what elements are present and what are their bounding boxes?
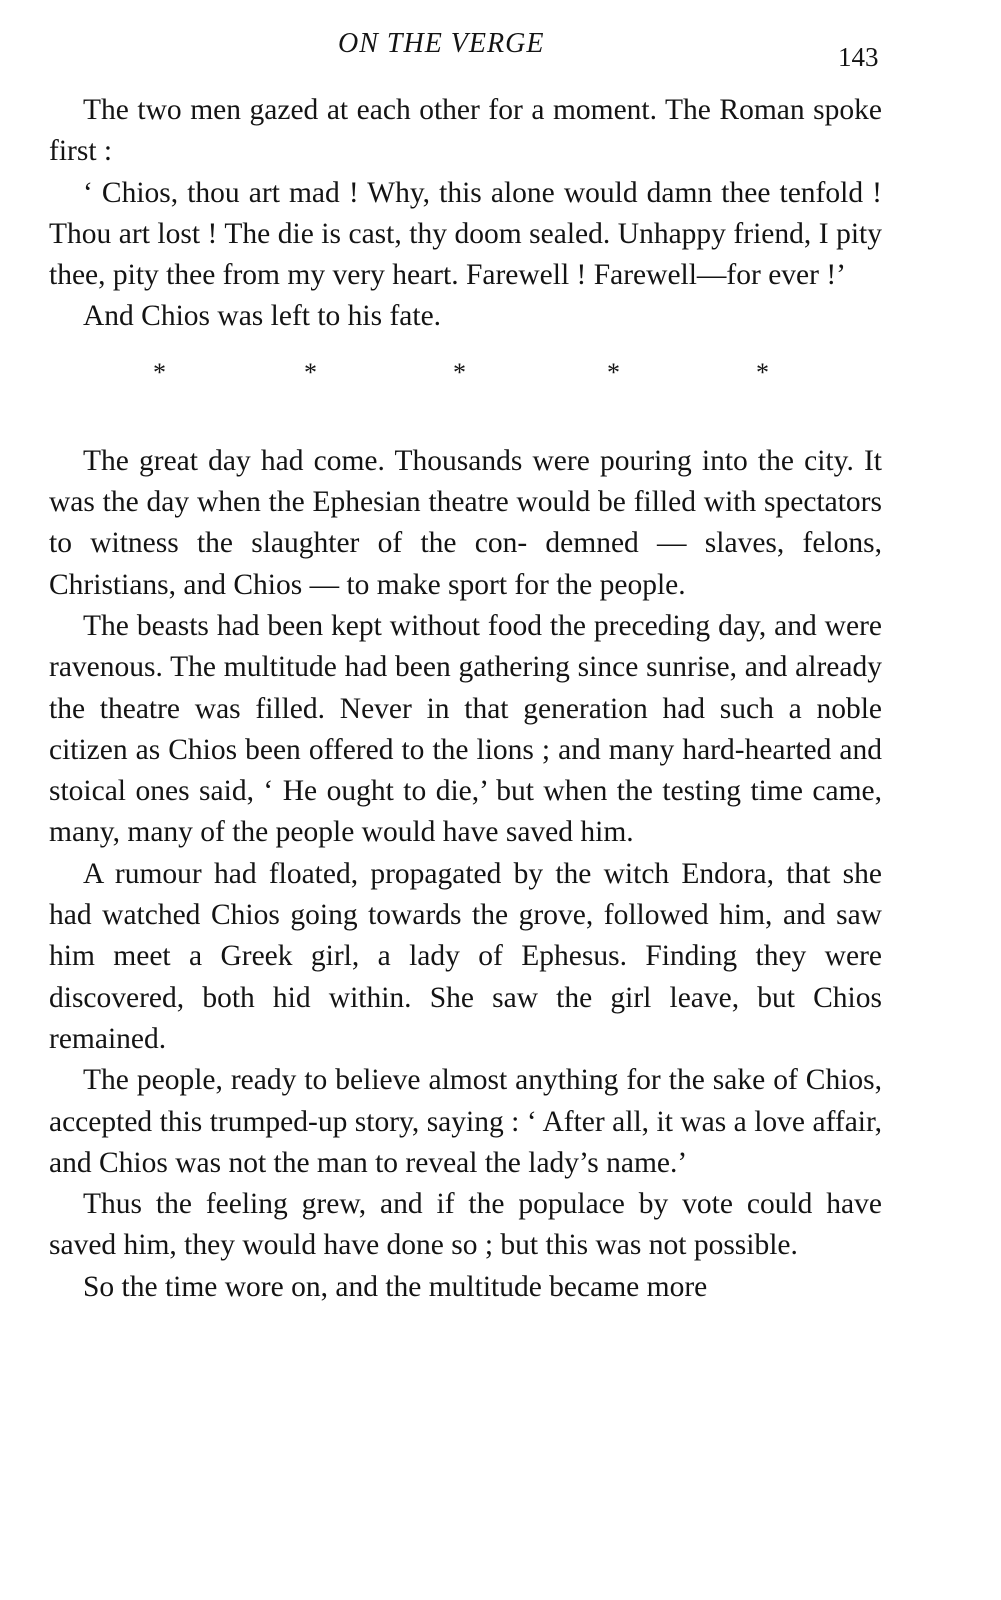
asterisk: * xyxy=(304,357,317,387)
paragraph: Thus the feeling grew, and if the populace by vote could have saved him, they would have done so ; but this was not possible. xyxy=(49,1188,882,1262)
asterism xyxy=(49,358,882,388)
paragraph: The two men gazed at each other for a moment. The Roman spoke first : xyxy=(49,94,882,168)
running-head xyxy=(0,28,1001,72)
page-number: 143 xyxy=(838,42,879,72)
asterisk: * xyxy=(153,357,166,387)
paragraph: The beasts had been kept without food the preceding day, and were ravenous. The multitude had been gathering since sunrise, and already the theatre was filled. Never in that generation had such a noble citizen as Chios been offered to the lions ; and many hard-hearted and stoical ones said, ‘ He ought to die,’ but when the testing time came, many, many of the people would have saved him. xyxy=(49,609,882,849)
running-title: ON THE VERGE xyxy=(338,28,545,59)
paragraph: ‘ Chios, thou art mad ! Why, this alone would damn thee tenfold ! Thou art lost ! The die is cast, thy doom sealed. Unhappy friend, I pity thee, pity thee from my very heart. Farewell ! Farewell—for ever !’ xyxy=(49,176,882,292)
body-text xyxy=(49,90,882,1308)
section-break xyxy=(49,338,882,441)
asterisk: * xyxy=(756,357,769,387)
paragraph: A rumour had floated, propagated by the witch Endora, that she had watched Chios going towards the grove, followed him, and saw him meet a Greek girl, a lady of Ephesus. Finding they were discovered, both hid within. She saw the girl leave, but Chios remained. xyxy=(49,857,882,1055)
paragraph: And Chios was left to his fate. xyxy=(83,300,442,333)
asterisk: * xyxy=(607,357,620,387)
paragraph: The people, ready to believe almost anything for the sake of Chios, accepted this trumped-up story, saying : ‘ After all, it was a love affair, and Chios was not the man to reveal the lady’s name.’ xyxy=(49,1064,882,1179)
paragraph: So the time wore on, and the multitude became more xyxy=(83,1270,708,1303)
asterisk: * xyxy=(453,357,466,387)
paragraph: The great day had come. Thousands were pouring into the city. It was the day when the Ephesian theatre would be filled with spectators to witness the slaughter of the con- demned — slaves, felons, Christians, and Chios — to make sport for the people. xyxy=(49,444,882,601)
